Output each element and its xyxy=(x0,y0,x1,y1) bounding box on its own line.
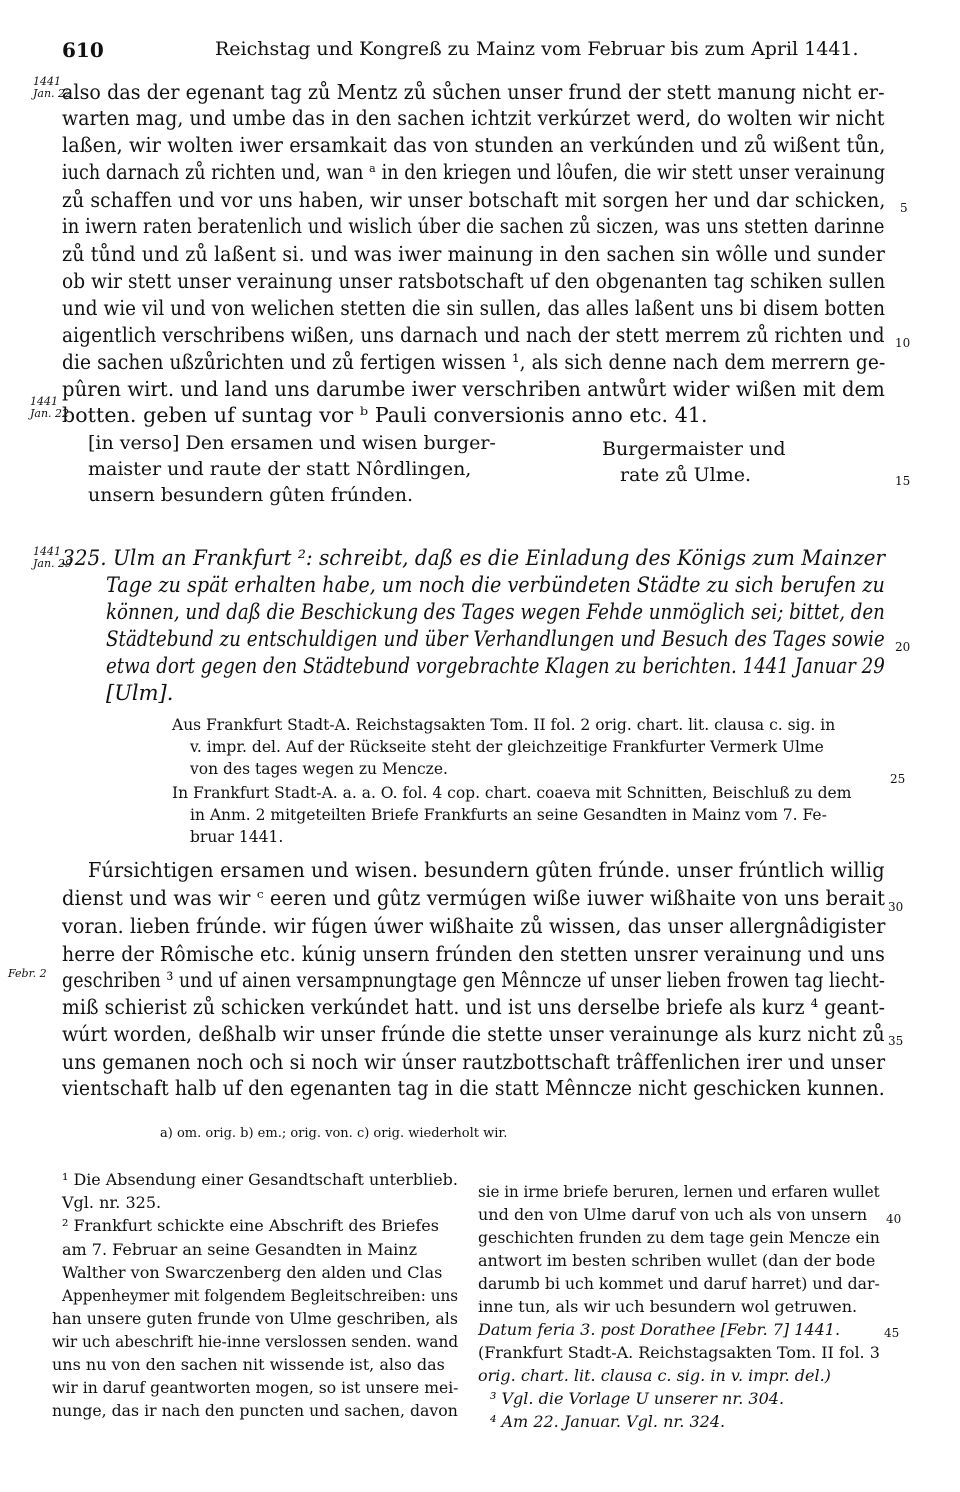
letter-body-line: uns gemanen noch och si noch wir únser rautzbottschaft trâffenlichen irer und unser xyxy=(62,1050,886,1074)
letter-body-line: Fúrsichtigen ersamen und wisen. besundern gûten frúnde. unser frúntlich willig xyxy=(88,858,885,882)
footnote-line: wir in daruf geantworten mogen, so ist unsere mei- xyxy=(52,1378,459,1397)
letter-body-line: voran. lieben frúnde. wir fúgen úwer wißhaite zů wissen, das unser allergnâdigister xyxy=(62,914,886,938)
footnote-line: ¹ Die Absendung einer Gesandtschaft unterblieb. xyxy=(62,1170,458,1189)
letter-line: zů tůnd und zů laßent si. und was iwer mainung in den sachen sin wôlle und sunder xyxy=(62,242,886,266)
letter-line: zů schaffen und vor uns haben, wir unser botschaft mit sorgen her und dar schicken, xyxy=(62,188,886,212)
footnote-line: ³ Vgl. die Vorlage U unserer nr. 304. xyxy=(490,1389,785,1408)
running-head: Reichstag und Kongreß zu Mainz vom Februar bis zum April 1441. xyxy=(215,38,859,60)
source-line: bruar 1441. xyxy=(190,828,284,846)
regest-line: 325. Ulm an Frankfurt ²: schreibt, daß es die Einladung des Königs zum Mainzer xyxy=(62,546,886,570)
footnote-line: antwort im besten schriben wullet (dan der bode xyxy=(478,1251,876,1270)
source-line: in Anm. 2 mitgeteilten Briefe Frankfurts an seine Gesandten in Mainz vom 7. Fe- xyxy=(190,806,827,824)
letter-line: iuch darnach zů richten und, wan ᵃ in den kriegen und lôufen, die wir stett unser verainung xyxy=(62,160,886,184)
line-number: 45 xyxy=(884,1326,900,1340)
margin-date-feb: Febr. 2 xyxy=(8,967,47,980)
footnote-line: Walther von Swarczenberg den alden und Clas xyxy=(62,1263,443,1282)
letter-body-line: vientschaft halb uf den egenanten tag in die statt Mênncze nicht geschicken kunnen. xyxy=(62,1076,885,1100)
letter-line: die sachen ußzůrichten und zů fertigen wissen ¹, als sich denne nach dem merrern ge- xyxy=(62,350,886,374)
footnote-line: Datum feria 3. post Dorathee [Febr. 7] 1441. xyxy=(478,1320,841,1339)
letter-line: botten. geben uf suntag vor ᵇ Pauli conversionis anno etc. 41. xyxy=(62,403,708,427)
sender-line: Burgermaister und xyxy=(602,438,786,460)
footnote-line: Appenheymer mit folgendem Begleitschreiben: uns xyxy=(62,1286,459,1305)
line-number: 35 xyxy=(888,1034,904,1048)
source-line: Aus Frankfurt Stadt-A. Reichstagsakten Tom. II fol. 2 orig. chart. lit. clausa c. sig. in xyxy=(172,716,836,734)
letter-body-line: herre der Rômische etc. kúnig unsern frúnden den stetten unsrer verainung und uns xyxy=(62,942,885,966)
line-number: 10 xyxy=(895,336,911,350)
line-number: 25 xyxy=(890,772,906,786)
line-number: 20 xyxy=(895,640,911,654)
regest-line: Tage zu spät erhalten habe, um noch die verbündeten Städte zu sich berufen zu xyxy=(106,573,885,597)
margin-date-top: 1441 Jan. 22 xyxy=(33,75,73,100)
line-number: 40 xyxy=(886,1212,902,1226)
address-line: maister und raute der statt Nôrdlingen, xyxy=(88,458,472,480)
letter-body-line: dienst und was wir ᶜ eeren und gûtz vermúgen wiße iuwer wißhaite von uns berait xyxy=(62,886,886,910)
source-line: von des tages wegen zu Mencze. xyxy=(190,760,448,778)
letter-body-line: wúrt worden, deßhalb wir unser frúnde die stette unser verainunge als kurz nicht zů xyxy=(62,1022,885,1046)
regest-line: etwa dort gegen den Städtebund vorgebrachte Klagen zu berichten. 1441 Januar 29 xyxy=(106,654,885,678)
regest-line: [Ulm]. xyxy=(106,681,174,705)
regest-line: können, und daß die Beschickung des Tages wegen Fehde unmöglich sei; bittet, den xyxy=(106,600,885,624)
letter-body-line: miß schierist zů schicken verkúndet hatt. und ist uns derselbe briefe als kurz ⁴ geant- xyxy=(62,995,886,1019)
line-number: 15 xyxy=(895,474,911,488)
textual-notes: a) om. orig. b) em.; orig. von. c) orig. wiederholt wir. xyxy=(160,1126,508,1141)
source-line: v. impr. del. Auf der Rückseite steht der gleichzeitige Frankfurter Vermerk Ulme xyxy=(190,738,824,756)
address-line: [in verso] Den ersamen und wisen burger- xyxy=(88,432,496,454)
footnote-line: han unsere guten frunde von Ulme geschriben, als xyxy=(52,1309,458,1328)
footnote-line: nunge, das ir nach den puncten und sachen, davon xyxy=(52,1401,458,1420)
line-number: 30 xyxy=(888,900,904,914)
footnote-line: darumb bi uch kommet und daruf harret) und dar- xyxy=(478,1274,880,1293)
line-number: 5 xyxy=(900,201,908,215)
letter-line: ob wir stett unser verainung unser ratsbotschaft uf den obgenanten tag schiken sullen xyxy=(62,269,886,293)
footnote-line: geschichten frunden zu dem tage gein Mencze ein xyxy=(478,1228,880,1247)
footnote-line: und den von Ulme daruf von uch als von unsern xyxy=(478,1205,868,1224)
footnote-line: uns nu von den sachen nit wissende ist, also das xyxy=(52,1355,445,1374)
address-line: unsern besundern gûten frúnden. xyxy=(88,484,414,506)
footnote-line: Vgl. nr. 325. xyxy=(62,1193,162,1212)
letter-body-line: geschriben ³ und uf ainen versampnungtage gen Mênncze uf unser lieben frowen tag liecht- xyxy=(62,968,885,992)
letter-line: laßen, wir wolten iwer ersamkait das von stunden an verkúnden und zů wißent tůn, xyxy=(62,133,886,157)
letter-line: warten mag, und umbe das in den sachen ichtzit verkúrzet werd, do wolten wir nicht xyxy=(62,106,885,130)
page-number: 610 xyxy=(62,38,104,62)
margin-date-middle: 1441 Jan. 22 xyxy=(30,395,70,420)
source-line: In Frankfurt Stadt-A. a. a. O. fol. 4 cop. chart. coaeva mit Schnitten, Beischluß zu dem xyxy=(172,784,852,802)
footnote-line: ⁴ Am 22. Januar. Vgl. nr. 324. xyxy=(490,1412,726,1431)
footnote-line: inne tun, als wir uch besundern wol getruwen. xyxy=(478,1297,858,1316)
regest-line: Städtebund zu entschuldigen und über Verhandlungen und Besuch des Tages sowie xyxy=(106,627,885,651)
sender-line: rate zů Ulme. xyxy=(620,464,752,486)
letter-line: in iwern raten beratenlich und wislich úber die sachen zů siczen, was uns stetten darinne xyxy=(62,214,885,238)
footnote-line: (Frankfurt Stadt-A. Reichstagsakten Tom. II fol. 3 xyxy=(478,1343,880,1362)
footnote-line: am 7. Februar an seine Gesandten in Mainz xyxy=(62,1240,418,1259)
margin-date-doc: 1441 Jan. 29 xyxy=(33,545,73,570)
letter-line: also das der egenant tag zů Mentz zů sůchen unser frund der stett manung nicht er- xyxy=(62,80,885,104)
footnote-line: sie in irme briefe beruren, lernen und erfaren wullet xyxy=(478,1182,880,1201)
footnote-line: ² Frankfurt schickte eine Abschrift des Briefes xyxy=(62,1216,439,1235)
footnote-line: wir uch abeschrift hie-inne verslossen senden. wand xyxy=(52,1332,459,1351)
letter-line: aigentlich verschribens wißen, uns darnach und nach der stett merrem zů richten und xyxy=(62,323,885,347)
letter-line: pûren wirt. und land uns darumbe iwer verschriben antwůrt wider wißen mit dem xyxy=(62,377,885,401)
footnote-line: orig. chart. lit. clausa c. sig. in v. impr. del.) xyxy=(478,1366,831,1385)
letter-line: und wie vil und von welichen stetten die sin sullen, das alles laßent uns bi disem botten xyxy=(62,296,886,320)
